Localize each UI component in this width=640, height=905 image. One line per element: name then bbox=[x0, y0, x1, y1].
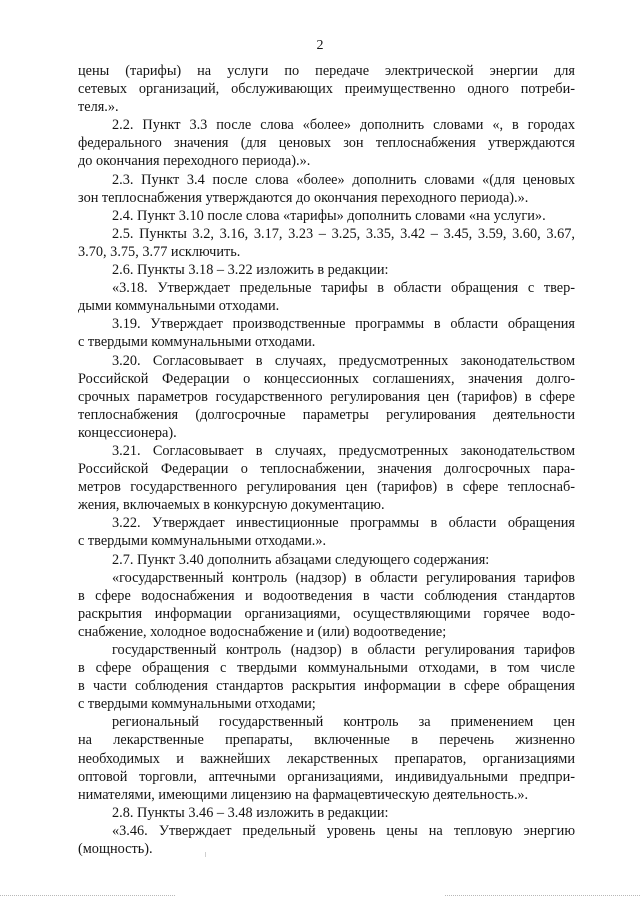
text-line: 2.7. Пункт 3.40 дополнить абзацами следующего содержания: bbox=[112, 551, 490, 568]
text-line: зон теплоснабжения утверждаются до окончания переходного периода).». bbox=[78, 189, 529, 206]
text-line: в сфере водоснабжения и водоотведения в части соблюдения стандартов bbox=[78, 587, 575, 604]
text-line: срочных параметров государственного регулирования цен (тарифов) в сфере bbox=[78, 388, 575, 405]
text-line: теплоснабжения (долгосрочные параметры регулирования деятельности bbox=[78, 406, 575, 423]
document-body bbox=[78, 62, 575, 858]
paragraph bbox=[78, 442, 575, 514]
text-line: нимателями, имеющими лицензию на фармацевтическую деятельность.». bbox=[78, 786, 529, 803]
text-line: «3.18. Утверждает предельные тарифы в области обращения с твер- bbox=[112, 280, 575, 297]
text-line: федерального значения (для ценовых зон теплоснабжения утверждаются bbox=[78, 135, 575, 152]
text-line: раскрытия информации организациями, осуществляющими горячее водо- bbox=[78, 605, 575, 622]
paragraph bbox=[78, 551, 575, 569]
paragraph bbox=[78, 279, 575, 315]
text-line: (мощность). bbox=[78, 841, 153, 858]
paragraph bbox=[78, 822, 575, 858]
text-line: «3.46. Утверждает предельный уровень цены на тепловую энергию bbox=[112, 822, 575, 839]
text-line: метров государственного регулирования цен (тарифов) в сфере теплоснаб- bbox=[78, 479, 575, 496]
paragraph bbox=[78, 225, 575, 261]
text-line: оптовой торговли, аптечными организациями, индивидуальными предпри- bbox=[78, 768, 575, 785]
footer-rule-right bbox=[445, 895, 640, 896]
text-line: с твердыми коммунальными отходами. bbox=[78, 334, 316, 351]
paragraph bbox=[78, 514, 575, 550]
text-line: концессионера). bbox=[78, 424, 177, 441]
text-line: цены (тарифы) на услуги по передаче электрической энергии для bbox=[78, 63, 575, 79]
text-line: необходимых и важнейших лекарственных препаратов, организациями bbox=[78, 750, 575, 767]
paragraph bbox=[78, 207, 575, 225]
text-line: с твердыми коммунальными отходами; bbox=[78, 696, 316, 713]
footer-rule-left bbox=[0, 895, 175, 896]
text-line: 2.4. Пункт 3.10 после слова «тарифы» дополнить словами «на услуги». bbox=[112, 207, 546, 224]
text-line: Российской Федерации о концессионных соглашениях, значения долго- bbox=[78, 370, 575, 387]
text-line: жения, включаемых в конкурсную документацию. bbox=[78, 497, 385, 514]
paragraph bbox=[78, 171, 575, 207]
text-line: до окончания переходного периода).». bbox=[78, 153, 311, 170]
paragraph bbox=[78, 713, 575, 803]
text-line: региональный государственный контроль за применением цен bbox=[112, 714, 575, 731]
paragraph bbox=[78, 352, 575, 442]
text-line: 2.8. Пункты 3.46 – 3.48 изложить в редакции: bbox=[112, 804, 389, 821]
text-line: теля.». bbox=[78, 99, 119, 116]
text-line: 3.19. Утверждает производственные программы в области обращения bbox=[112, 316, 575, 333]
text-line: «государственный контроль (надзор) в области регулирования тарифов bbox=[112, 569, 575, 586]
text-line: 3.70, 3.75, 3.77 исключить. bbox=[78, 243, 241, 260]
text-line: 3.21. Согласовывает в случаях, предусмотренных законодательством bbox=[112, 442, 575, 459]
paragraph bbox=[78, 62, 575, 116]
text-line: в сфере обращения с твердыми коммунальными отходами, в том числе bbox=[78, 660, 575, 677]
text-line: 2.5. Пункты 3.2, 3.16, 3.17, 3.23 – 3.25, 3.35, 3.42 – 3.45, 3.59, 3.60, 3.67, bbox=[112, 225, 575, 242]
scan-mark bbox=[205, 852, 206, 857]
text-line: государственный контроль (надзор) в области регулирования тарифов bbox=[112, 642, 575, 658]
text-line: 2.3. Пункт 3.4 после слова «более» дополнить словами «(для ценовых bbox=[112, 171, 575, 188]
text-line: в части соблюдения стандартов раскрытия информации в сфере обращения bbox=[78, 678, 575, 695]
paragraph bbox=[78, 261, 575, 279]
text-line: 3.22. Утверждает инвестиционные программы в области обращения bbox=[112, 515, 575, 532]
paragraph bbox=[78, 804, 575, 822]
paragraph bbox=[78, 315, 575, 351]
text-line: 2.2. Пункт 3.3 после слова «более» дополнить словами «, в городах bbox=[112, 117, 575, 134]
text-line: 3.20. Согласовывает в случаях, предусмотренных законодательством bbox=[112, 352, 575, 369]
text-line: на лекарственные препараты, включенные в перечень жизненно bbox=[78, 732, 575, 749]
paragraph bbox=[78, 569, 575, 641]
page-number: 2 bbox=[316, 38, 324, 53]
paragraph bbox=[78, 116, 575, 170]
text-line: Российской Федерации о теплоснабжении, значения долгосрочных пара- bbox=[78, 461, 575, 478]
paragraph bbox=[78, 641, 575, 713]
text-line: сетевых организаций, обслуживающих преимущественно одного потреби- bbox=[78, 81, 575, 98]
text-line: с твердыми коммунальными отходами.». bbox=[78, 533, 327, 550]
text-line: снабжение, холодное водоснабжение и (или) водоотведение; bbox=[78, 623, 447, 640]
text-line: 2.6. Пункты 3.18 – 3.22 изложить в редакции: bbox=[112, 262, 389, 279]
text-line: дыми коммунальными отходами. bbox=[78, 298, 280, 315]
